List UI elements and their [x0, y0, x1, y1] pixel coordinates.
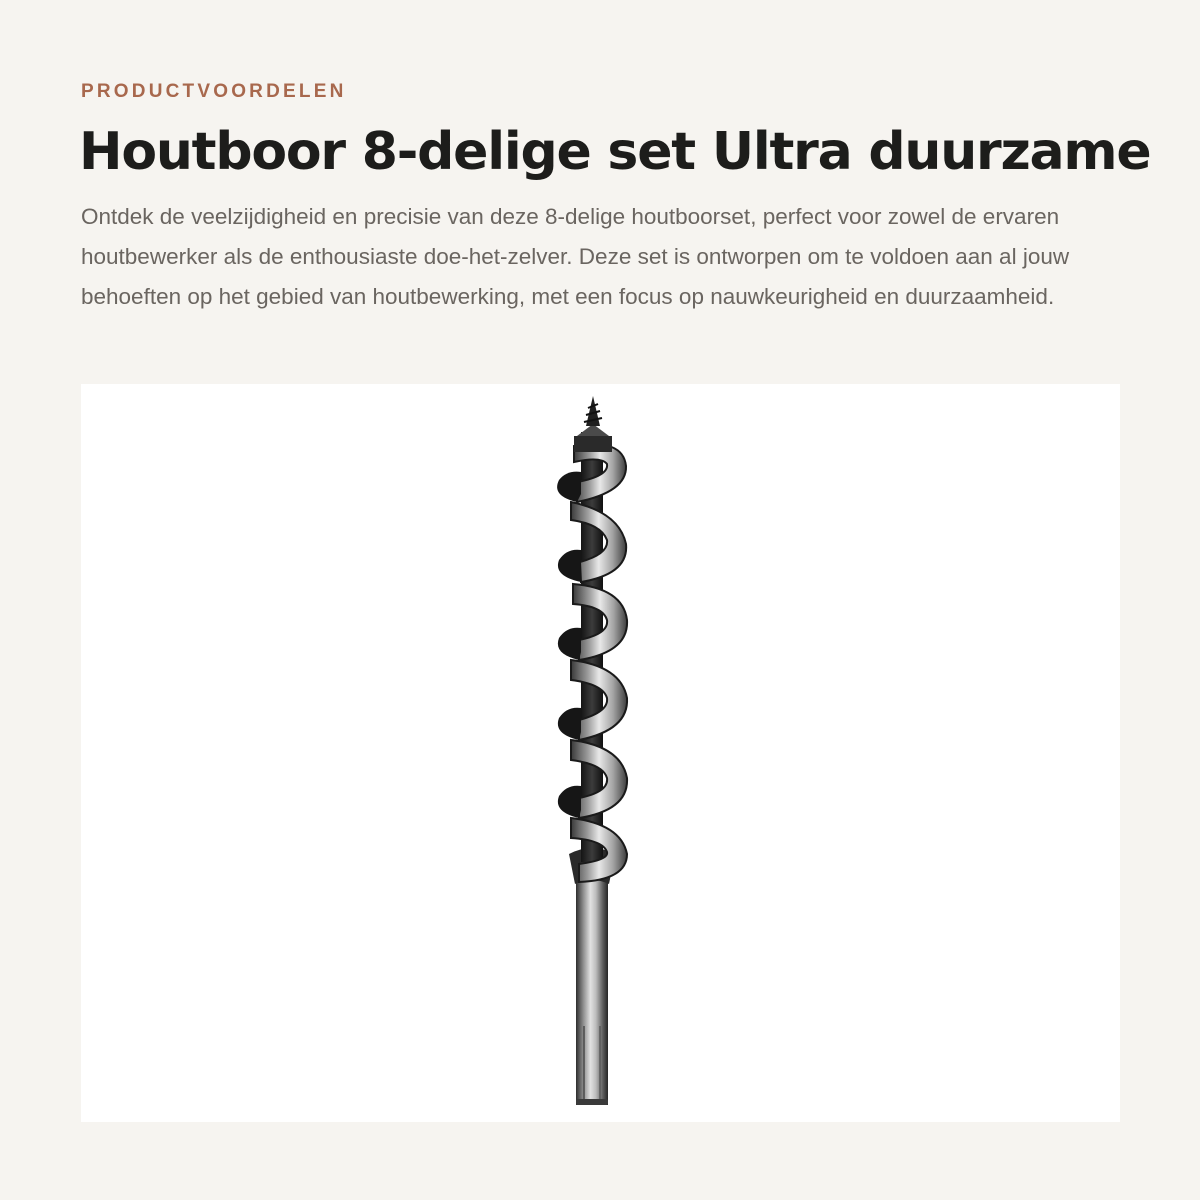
- auger-drill-bit-illustration: [81, 384, 1120, 1122]
- screw-tip: [584, 396, 602, 426]
- page-title: Houtboor 8-delige set Ultra duurzame: [79, 122, 1151, 182]
- product-description: Ontdek de veelzijdigheid en precisie van deze 8-delige houtboorset, perfect voor zowel de ervaren houtbewerker als de enthousiaste doe-het-zelver. Deze set is ontworpen om te voldoen aan al jouw behoeften op het gebied van houtbewerking, met een focus op nauwkeurigheid en duurzaamheid.: [81, 204, 1070, 309]
- product-image: [81, 384, 1120, 1122]
- section-eyebrow: PRODUCTVOORDELEN: [81, 81, 347, 102]
- cutting-head: [574, 424, 612, 452]
- shank: [576, 870, 608, 1105]
- flight-shadows: [557, 472, 581, 818]
